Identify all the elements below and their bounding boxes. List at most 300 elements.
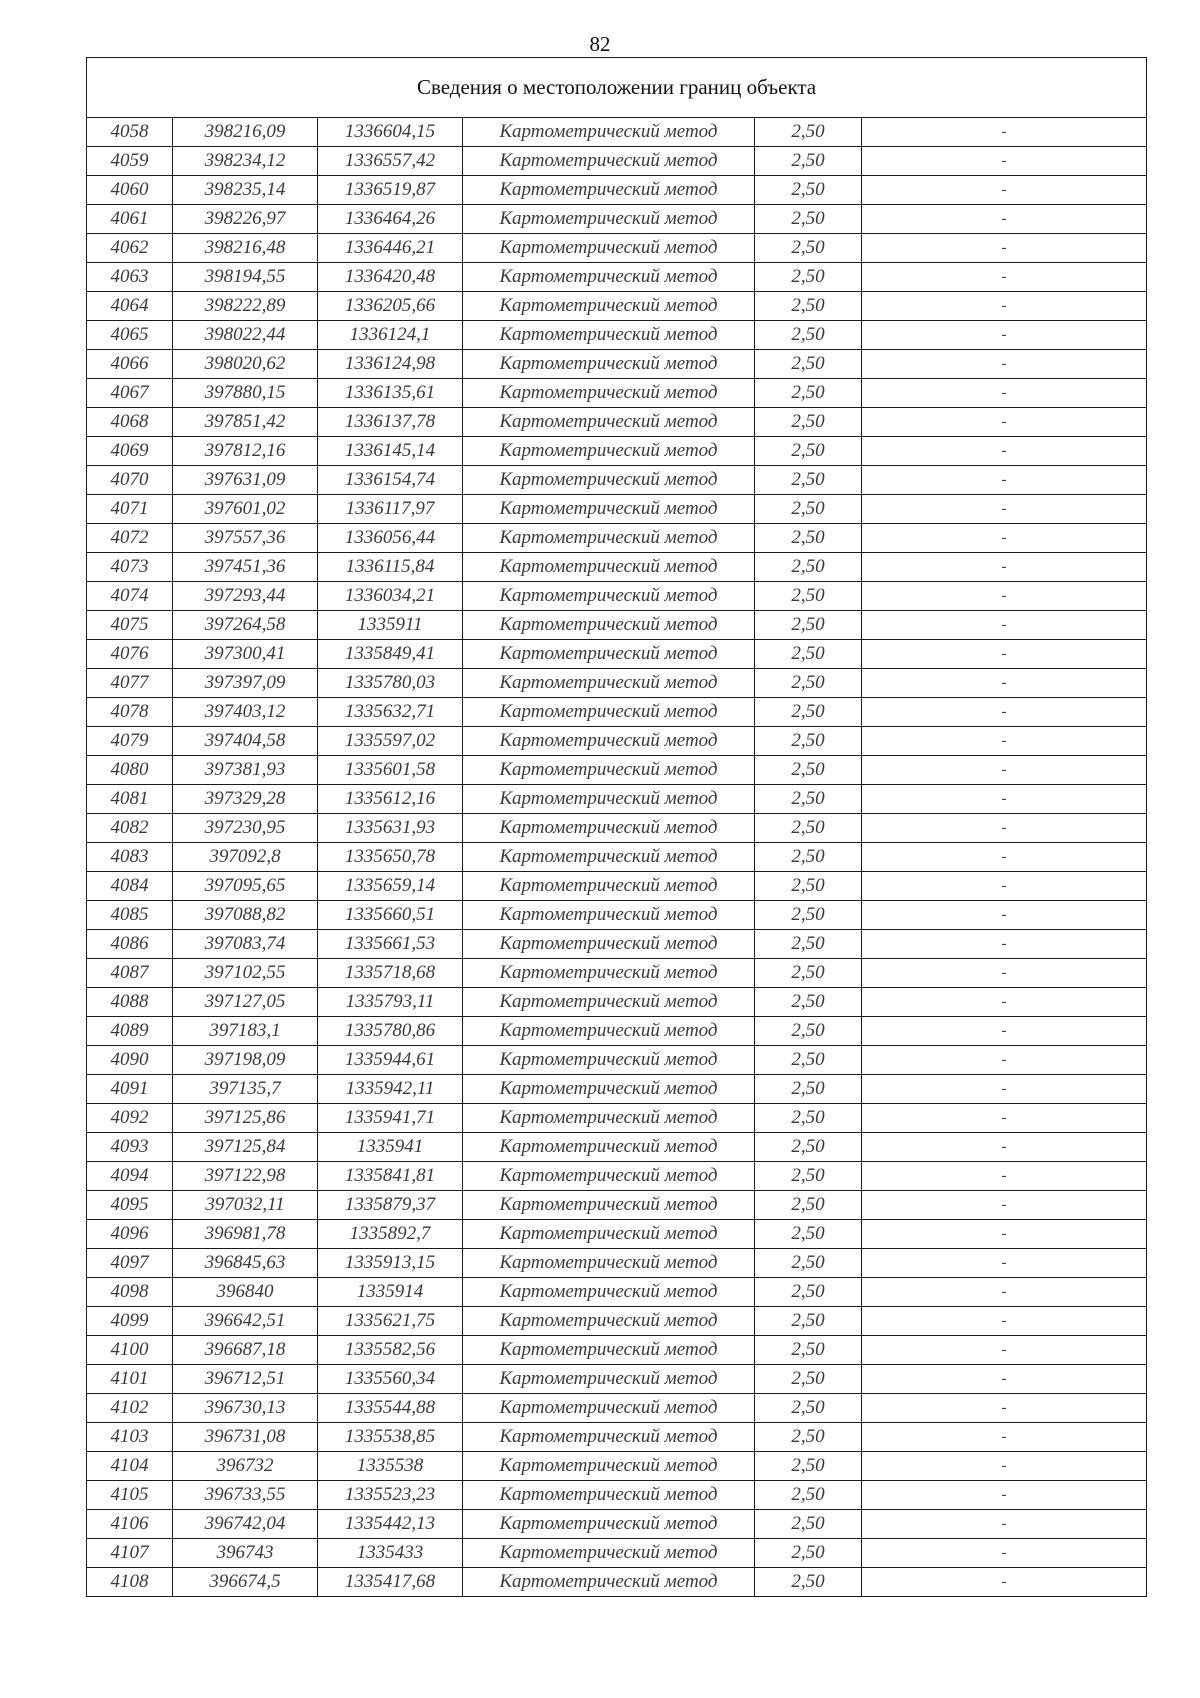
accuracy-cell: 2,50 — [755, 930, 862, 959]
table-row — [87, 1220, 1147, 1249]
accuracy-cell: 2,50 — [755, 959, 862, 988]
accuracy-cell: 2,50 — [755, 263, 862, 292]
y-coordinate-cell: 1335631,93 — [318, 814, 463, 843]
x-coordinate-cell: 397095,65 — [173, 872, 318, 901]
y-coordinate-cell: 1335582,56 — [318, 1336, 463, 1365]
table-row — [87, 640, 1147, 669]
table-row — [87, 524, 1147, 553]
accuracy-cell: 2,50 — [755, 495, 862, 524]
description-cell: - — [862, 321, 1147, 350]
table-row — [87, 466, 1147, 495]
x-coordinate-cell: 397264,58 — [173, 611, 318, 640]
point-number-cell: 4061 — [87, 205, 173, 234]
x-coordinate-cell: 397300,41 — [173, 640, 318, 669]
point-number-cell: 4072 — [87, 524, 173, 553]
table-row — [87, 1394, 1147, 1423]
table-row — [87, 669, 1147, 698]
method-cell: Картометрический метод — [463, 785, 755, 814]
table-row — [87, 408, 1147, 437]
x-coordinate-cell: 396731,08 — [173, 1423, 318, 1452]
accuracy-cell: 2,50 — [755, 872, 862, 901]
method-cell: Картометрический метод — [463, 1278, 755, 1307]
point-number-cell: 4105 — [87, 1481, 173, 1510]
description-cell: - — [862, 1278, 1147, 1307]
y-coordinate-cell: 1336135,61 — [318, 379, 463, 408]
description-cell: - — [862, 988, 1147, 1017]
description-cell: - — [862, 1394, 1147, 1423]
description-cell: - — [862, 669, 1147, 698]
method-cell: Картометрический метод — [463, 1220, 755, 1249]
table-row — [87, 1365, 1147, 1394]
accuracy-cell: 2,50 — [755, 1452, 862, 1481]
accuracy-cell: 2,50 — [755, 1568, 862, 1597]
description-cell: - — [862, 147, 1147, 176]
y-coordinate-cell: 1335892,7 — [318, 1220, 463, 1249]
y-coordinate-cell: 1335718,68 — [318, 959, 463, 988]
point-number-cell: 4090 — [87, 1046, 173, 1075]
point-number-cell: 4063 — [87, 263, 173, 292]
method-cell: Картометрический метод — [463, 466, 755, 495]
method-cell: Картометрический метод — [463, 1481, 755, 1510]
x-coordinate-cell: 397557,36 — [173, 524, 318, 553]
y-coordinate-cell: 1335793,11 — [318, 988, 463, 1017]
description-cell: - — [862, 843, 1147, 872]
table-row — [87, 205, 1147, 234]
x-coordinate-cell: 397880,15 — [173, 379, 318, 408]
x-coordinate-cell: 397329,28 — [173, 785, 318, 814]
point-number-cell: 4106 — [87, 1510, 173, 1539]
accuracy-cell: 2,50 — [755, 205, 862, 234]
x-coordinate-cell: 396712,51 — [173, 1365, 318, 1394]
table-row — [87, 901, 1147, 930]
y-coordinate-cell: 1336420,48 — [318, 263, 463, 292]
x-coordinate-cell: 396981,78 — [173, 1220, 318, 1249]
table-row — [87, 756, 1147, 785]
table-row — [87, 553, 1147, 582]
point-number-cell: 4103 — [87, 1423, 173, 1452]
point-number-cell: 4060 — [87, 176, 173, 205]
description-cell: - — [862, 1046, 1147, 1075]
method-cell: Картометрический метод — [463, 1249, 755, 1278]
method-cell: Картометрический метод — [463, 408, 755, 437]
x-coordinate-cell: 398216,09 — [173, 118, 318, 147]
description-cell: - — [862, 785, 1147, 814]
x-coordinate-cell: 396840 — [173, 1278, 318, 1307]
x-coordinate-cell: 397812,16 — [173, 437, 318, 466]
table-title-row — [87, 58, 1147, 118]
method-cell: Картометрический метод — [463, 437, 755, 466]
table-row — [87, 437, 1147, 466]
x-coordinate-cell: 396743 — [173, 1539, 318, 1568]
description-cell: - — [862, 1075, 1147, 1104]
description-cell: - — [862, 1220, 1147, 1249]
accuracy-cell: 2,50 — [755, 234, 862, 263]
method-cell: Картометрический метод — [463, 988, 755, 1017]
point-number-cell: 4099 — [87, 1307, 173, 1336]
x-coordinate-cell: 398020,62 — [173, 350, 318, 379]
x-coordinate-cell: 396674,5 — [173, 1568, 318, 1597]
description-cell: - — [862, 1191, 1147, 1220]
table-row — [87, 1249, 1147, 1278]
table-row — [87, 930, 1147, 959]
description-cell: - — [862, 814, 1147, 843]
accuracy-cell: 2,50 — [755, 437, 862, 466]
accuracy-cell: 2,50 — [755, 669, 862, 698]
x-coordinate-cell: 396742,04 — [173, 1510, 318, 1539]
method-cell: Картометрический метод — [463, 1191, 755, 1220]
method-cell: Картометрический метод — [463, 1539, 755, 1568]
description-cell: - — [862, 727, 1147, 756]
y-coordinate-cell: 1335632,71 — [318, 698, 463, 727]
table-row — [87, 1539, 1147, 1568]
x-coordinate-cell: 397183,1 — [173, 1017, 318, 1046]
y-coordinate-cell: 1336124,1 — [318, 321, 463, 350]
method-cell: Картометрический метод — [463, 1104, 755, 1133]
description-cell: - — [862, 1017, 1147, 1046]
x-coordinate-cell: 396845,63 — [173, 1249, 318, 1278]
x-coordinate-cell: 398194,55 — [173, 263, 318, 292]
x-coordinate-cell: 397127,05 — [173, 988, 318, 1017]
table-row — [87, 379, 1147, 408]
y-coordinate-cell: 1335538 — [318, 1452, 463, 1481]
table-row — [87, 1278, 1147, 1307]
method-cell: Картометрический метод — [463, 1394, 755, 1423]
y-coordinate-cell: 1336446,21 — [318, 234, 463, 263]
method-cell: Картометрический метод — [463, 1162, 755, 1191]
x-coordinate-cell: 398222,89 — [173, 292, 318, 321]
table-row — [87, 292, 1147, 321]
y-coordinate-cell: 1335560,34 — [318, 1365, 463, 1394]
table-row — [87, 1075, 1147, 1104]
method-cell: Картометрический метод — [463, 1075, 755, 1104]
y-coordinate-cell: 1336137,78 — [318, 408, 463, 437]
y-coordinate-cell: 1335442,13 — [318, 1510, 463, 1539]
x-coordinate-cell: 397230,95 — [173, 814, 318, 843]
accuracy-cell: 2,50 — [755, 1249, 862, 1278]
description-cell: - — [862, 495, 1147, 524]
description-cell: - — [862, 1104, 1147, 1133]
x-coordinate-cell: 397404,58 — [173, 727, 318, 756]
table-row — [87, 582, 1147, 611]
description-cell: - — [862, 292, 1147, 321]
method-cell: Картометрический метод — [463, 147, 755, 176]
table-row — [87, 350, 1147, 379]
method-cell: Картометрический метод — [463, 1133, 755, 1162]
table-row — [87, 263, 1147, 292]
point-number-cell: 4083 — [87, 843, 173, 872]
point-number-cell: 4100 — [87, 1336, 173, 1365]
description-cell: - — [862, 930, 1147, 959]
y-coordinate-cell: 1335544,88 — [318, 1394, 463, 1423]
table-row — [87, 1191, 1147, 1220]
point-number-cell: 4066 — [87, 350, 173, 379]
x-coordinate-cell: 397397,09 — [173, 669, 318, 698]
x-coordinate-cell: 397125,84 — [173, 1133, 318, 1162]
accuracy-cell: 2,50 — [755, 698, 862, 727]
method-cell: Картометрический метод — [463, 756, 755, 785]
x-coordinate-cell: 397403,12 — [173, 698, 318, 727]
point-number-cell: 4065 — [87, 321, 173, 350]
method-cell: Картометрический метод — [463, 814, 755, 843]
description-cell: - — [862, 524, 1147, 553]
description-cell: - — [862, 205, 1147, 234]
description-cell: - — [862, 1510, 1147, 1539]
point-number-cell: 4084 — [87, 872, 173, 901]
table-row — [87, 1104, 1147, 1133]
y-coordinate-cell: 1335780,86 — [318, 1017, 463, 1046]
boundary-coordinates-table — [86, 57, 1147, 1597]
accuracy-cell: 2,50 — [755, 1481, 862, 1510]
accuracy-cell: 2,50 — [755, 1191, 862, 1220]
accuracy-cell: 2,50 — [755, 408, 862, 437]
description-cell: - — [862, 1336, 1147, 1365]
accuracy-cell: 2,50 — [755, 292, 862, 321]
method-cell: Картометрический метод — [463, 930, 755, 959]
table-row — [87, 118, 1147, 147]
accuracy-cell: 2,50 — [755, 147, 862, 176]
table-row — [87, 611, 1147, 640]
method-cell: Картометрический метод — [463, 640, 755, 669]
accuracy-cell: 2,50 — [755, 176, 862, 205]
method-cell: Картометрический метод — [463, 901, 755, 930]
y-coordinate-cell: 1336056,44 — [318, 524, 463, 553]
x-coordinate-cell: 397125,86 — [173, 1104, 318, 1133]
y-coordinate-cell: 1335601,58 — [318, 756, 463, 785]
description-cell: - — [862, 1481, 1147, 1510]
y-coordinate-cell: 1335841,81 — [318, 1162, 463, 1191]
method-cell: Картометрический метод — [463, 321, 755, 350]
y-coordinate-cell: 1336115,84 — [318, 553, 463, 582]
method-cell: Картометрический метод — [463, 1510, 755, 1539]
table-row — [87, 698, 1147, 727]
table-row — [87, 727, 1147, 756]
point-number-cell: 4086 — [87, 930, 173, 959]
table-row — [87, 147, 1147, 176]
table-row — [87, 1017, 1147, 1046]
table-row — [87, 843, 1147, 872]
method-cell: Картометрический метод — [463, 1365, 755, 1394]
method-cell: Картометрический метод — [463, 524, 755, 553]
x-coordinate-cell: 397088,82 — [173, 901, 318, 930]
point-number-cell: 4082 — [87, 814, 173, 843]
y-coordinate-cell: 1335849,41 — [318, 640, 463, 669]
point-number-cell: 4093 — [87, 1133, 173, 1162]
method-cell: Картометрический метод — [463, 1452, 755, 1481]
method-cell: Картометрический метод — [463, 1423, 755, 1452]
accuracy-cell: 2,50 — [755, 553, 862, 582]
y-coordinate-cell: 1336464,26 — [318, 205, 463, 234]
point-number-cell: 4076 — [87, 640, 173, 669]
point-number-cell: 4104 — [87, 1452, 173, 1481]
accuracy-cell: 2,50 — [755, 1133, 862, 1162]
description-cell: - — [862, 1539, 1147, 1568]
table-row — [87, 1423, 1147, 1452]
description-cell: - — [862, 640, 1147, 669]
page-number: 82 — [589, 32, 611, 56]
accuracy-cell: 2,50 — [755, 1278, 862, 1307]
accuracy-cell: 2,50 — [755, 1394, 862, 1423]
y-coordinate-cell: 1335944,61 — [318, 1046, 463, 1075]
y-coordinate-cell: 1335612,16 — [318, 785, 463, 814]
description-cell: - — [862, 408, 1147, 437]
x-coordinate-cell: 397198,09 — [173, 1046, 318, 1075]
method-cell: Картометрический метод — [463, 959, 755, 988]
accuracy-cell: 2,50 — [755, 1336, 862, 1365]
method-cell: Картометрический метод — [463, 205, 755, 234]
accuracy-cell: 2,50 — [755, 843, 862, 872]
description-cell: - — [862, 437, 1147, 466]
y-coordinate-cell: 1336557,42 — [318, 147, 463, 176]
accuracy-cell: 2,50 — [755, 524, 862, 553]
point-number-cell: 4059 — [87, 147, 173, 176]
x-coordinate-cell: 398234,12 — [173, 147, 318, 176]
method-cell: Картометрический метод — [463, 176, 755, 205]
y-coordinate-cell: 1336154,74 — [318, 466, 463, 495]
method-cell: Картометрический метод — [463, 1017, 755, 1046]
y-coordinate-cell: 1335661,53 — [318, 930, 463, 959]
accuracy-cell: 2,50 — [755, 1220, 862, 1249]
method-cell: Картометрический метод — [463, 872, 755, 901]
description-cell: - — [862, 1133, 1147, 1162]
accuracy-cell: 2,50 — [755, 756, 862, 785]
table-row — [87, 321, 1147, 350]
x-coordinate-cell: 396733,55 — [173, 1481, 318, 1510]
description-cell: - — [862, 350, 1147, 379]
method-cell: Картометрический метод — [463, 292, 755, 321]
method-cell: Картометрический метод — [463, 843, 755, 872]
description-cell: - — [862, 234, 1147, 263]
y-coordinate-cell: 1335942,11 — [318, 1075, 463, 1104]
point-number-cell: 4085 — [87, 901, 173, 930]
point-number-cell: 4067 — [87, 379, 173, 408]
description-cell: - — [862, 1568, 1147, 1597]
description-cell: - — [862, 959, 1147, 988]
y-coordinate-cell: 1335941,71 — [318, 1104, 463, 1133]
point-number-cell: 4070 — [87, 466, 173, 495]
accuracy-cell: 2,50 — [755, 1104, 862, 1133]
point-number-cell: 4073 — [87, 553, 173, 582]
description-cell: - — [862, 611, 1147, 640]
table-row — [87, 1307, 1147, 1336]
table-row — [87, 1336, 1147, 1365]
y-coordinate-cell: 1335597,02 — [318, 727, 463, 756]
accuracy-cell: 2,50 — [755, 1162, 862, 1191]
x-coordinate-cell: 397631,09 — [173, 466, 318, 495]
point-number-cell: 4094 — [87, 1162, 173, 1191]
table-row — [87, 1162, 1147, 1191]
x-coordinate-cell: 397083,74 — [173, 930, 318, 959]
x-coordinate-cell: 397451,36 — [173, 553, 318, 582]
method-cell: Картометрический метод — [463, 234, 755, 263]
method-cell: Картометрический метод — [463, 582, 755, 611]
table-row — [87, 1481, 1147, 1510]
point-number-cell: 4088 — [87, 988, 173, 1017]
point-number-cell: 4081 — [87, 785, 173, 814]
point-number-cell: 4071 — [87, 495, 173, 524]
table-row — [87, 1046, 1147, 1075]
table-row — [87, 1510, 1147, 1539]
description-cell: - — [862, 176, 1147, 205]
x-coordinate-cell: 398022,44 — [173, 321, 318, 350]
y-coordinate-cell: 1335621,75 — [318, 1307, 463, 1336]
accuracy-cell: 2,50 — [755, 350, 862, 379]
method-cell: Картометрический метод — [463, 350, 755, 379]
x-coordinate-cell: 398226,97 — [173, 205, 318, 234]
x-coordinate-cell: 397293,44 — [173, 582, 318, 611]
method-cell: Картометрический метод — [463, 263, 755, 292]
point-number-cell: 4089 — [87, 1017, 173, 1046]
y-coordinate-cell: 1335660,51 — [318, 901, 463, 930]
table-row — [87, 1133, 1147, 1162]
y-coordinate-cell: 1335911 — [318, 611, 463, 640]
accuracy-cell: 2,50 — [755, 1423, 862, 1452]
x-coordinate-cell: 397601,02 — [173, 495, 318, 524]
accuracy-cell: 2,50 — [755, 1046, 862, 1075]
point-number-cell: 4080 — [87, 756, 173, 785]
method-cell: Картометрический метод — [463, 379, 755, 408]
table-row — [87, 176, 1147, 205]
description-cell: - — [862, 756, 1147, 785]
y-coordinate-cell: 1336117,97 — [318, 495, 463, 524]
method-cell: Картометрический метод — [463, 1307, 755, 1336]
accuracy-cell: 2,50 — [755, 785, 862, 814]
method-cell: Картометрический метод — [463, 118, 755, 147]
description-cell: - — [862, 698, 1147, 727]
accuracy-cell: 2,50 — [755, 466, 862, 495]
table-row — [87, 1452, 1147, 1481]
y-coordinate-cell: 1335417,68 — [318, 1568, 463, 1597]
y-coordinate-cell: 1336034,21 — [318, 582, 463, 611]
point-number-cell: 4087 — [87, 959, 173, 988]
method-cell: Картометрический метод — [463, 495, 755, 524]
description-cell: - — [862, 1162, 1147, 1191]
x-coordinate-cell: 397092,8 — [173, 843, 318, 872]
point-number-cell: 4078 — [87, 698, 173, 727]
table-title: Сведения о местоположении границ объекта — [87, 58, 1147, 118]
y-coordinate-cell: 1335433 — [318, 1539, 463, 1568]
table-body — [87, 58, 1147, 1597]
table-row — [87, 785, 1147, 814]
y-coordinate-cell: 1335879,37 — [318, 1191, 463, 1220]
accuracy-cell: 2,50 — [755, 988, 862, 1017]
point-number-cell: 4108 — [87, 1568, 173, 1597]
description-cell: - — [862, 582, 1147, 611]
accuracy-cell: 2,50 — [755, 1075, 862, 1104]
point-number-cell: 4062 — [87, 234, 173, 263]
x-coordinate-cell: 397381,93 — [173, 756, 318, 785]
description-cell: - — [862, 872, 1147, 901]
y-coordinate-cell: 1335941 — [318, 1133, 463, 1162]
y-coordinate-cell: 1336124,98 — [318, 350, 463, 379]
x-coordinate-cell: 397032,11 — [173, 1191, 318, 1220]
accuracy-cell: 2,50 — [755, 1017, 862, 1046]
y-coordinate-cell: 1336145,14 — [318, 437, 463, 466]
description-cell: - — [862, 263, 1147, 292]
point-number-cell: 4079 — [87, 727, 173, 756]
description-cell: - — [862, 466, 1147, 495]
description-cell: - — [862, 553, 1147, 582]
method-cell: Картометрический метод — [463, 553, 755, 582]
method-cell: Картометрический метод — [463, 727, 755, 756]
point-number-cell: 4107 — [87, 1539, 173, 1568]
accuracy-cell: 2,50 — [755, 611, 862, 640]
x-coordinate-cell: 397135,7 — [173, 1075, 318, 1104]
y-coordinate-cell: 1336604,15 — [318, 118, 463, 147]
x-coordinate-cell: 397102,55 — [173, 959, 318, 988]
point-number-cell: 4091 — [87, 1075, 173, 1104]
x-coordinate-cell: 396732 — [173, 1452, 318, 1481]
point-number-cell: 4097 — [87, 1249, 173, 1278]
